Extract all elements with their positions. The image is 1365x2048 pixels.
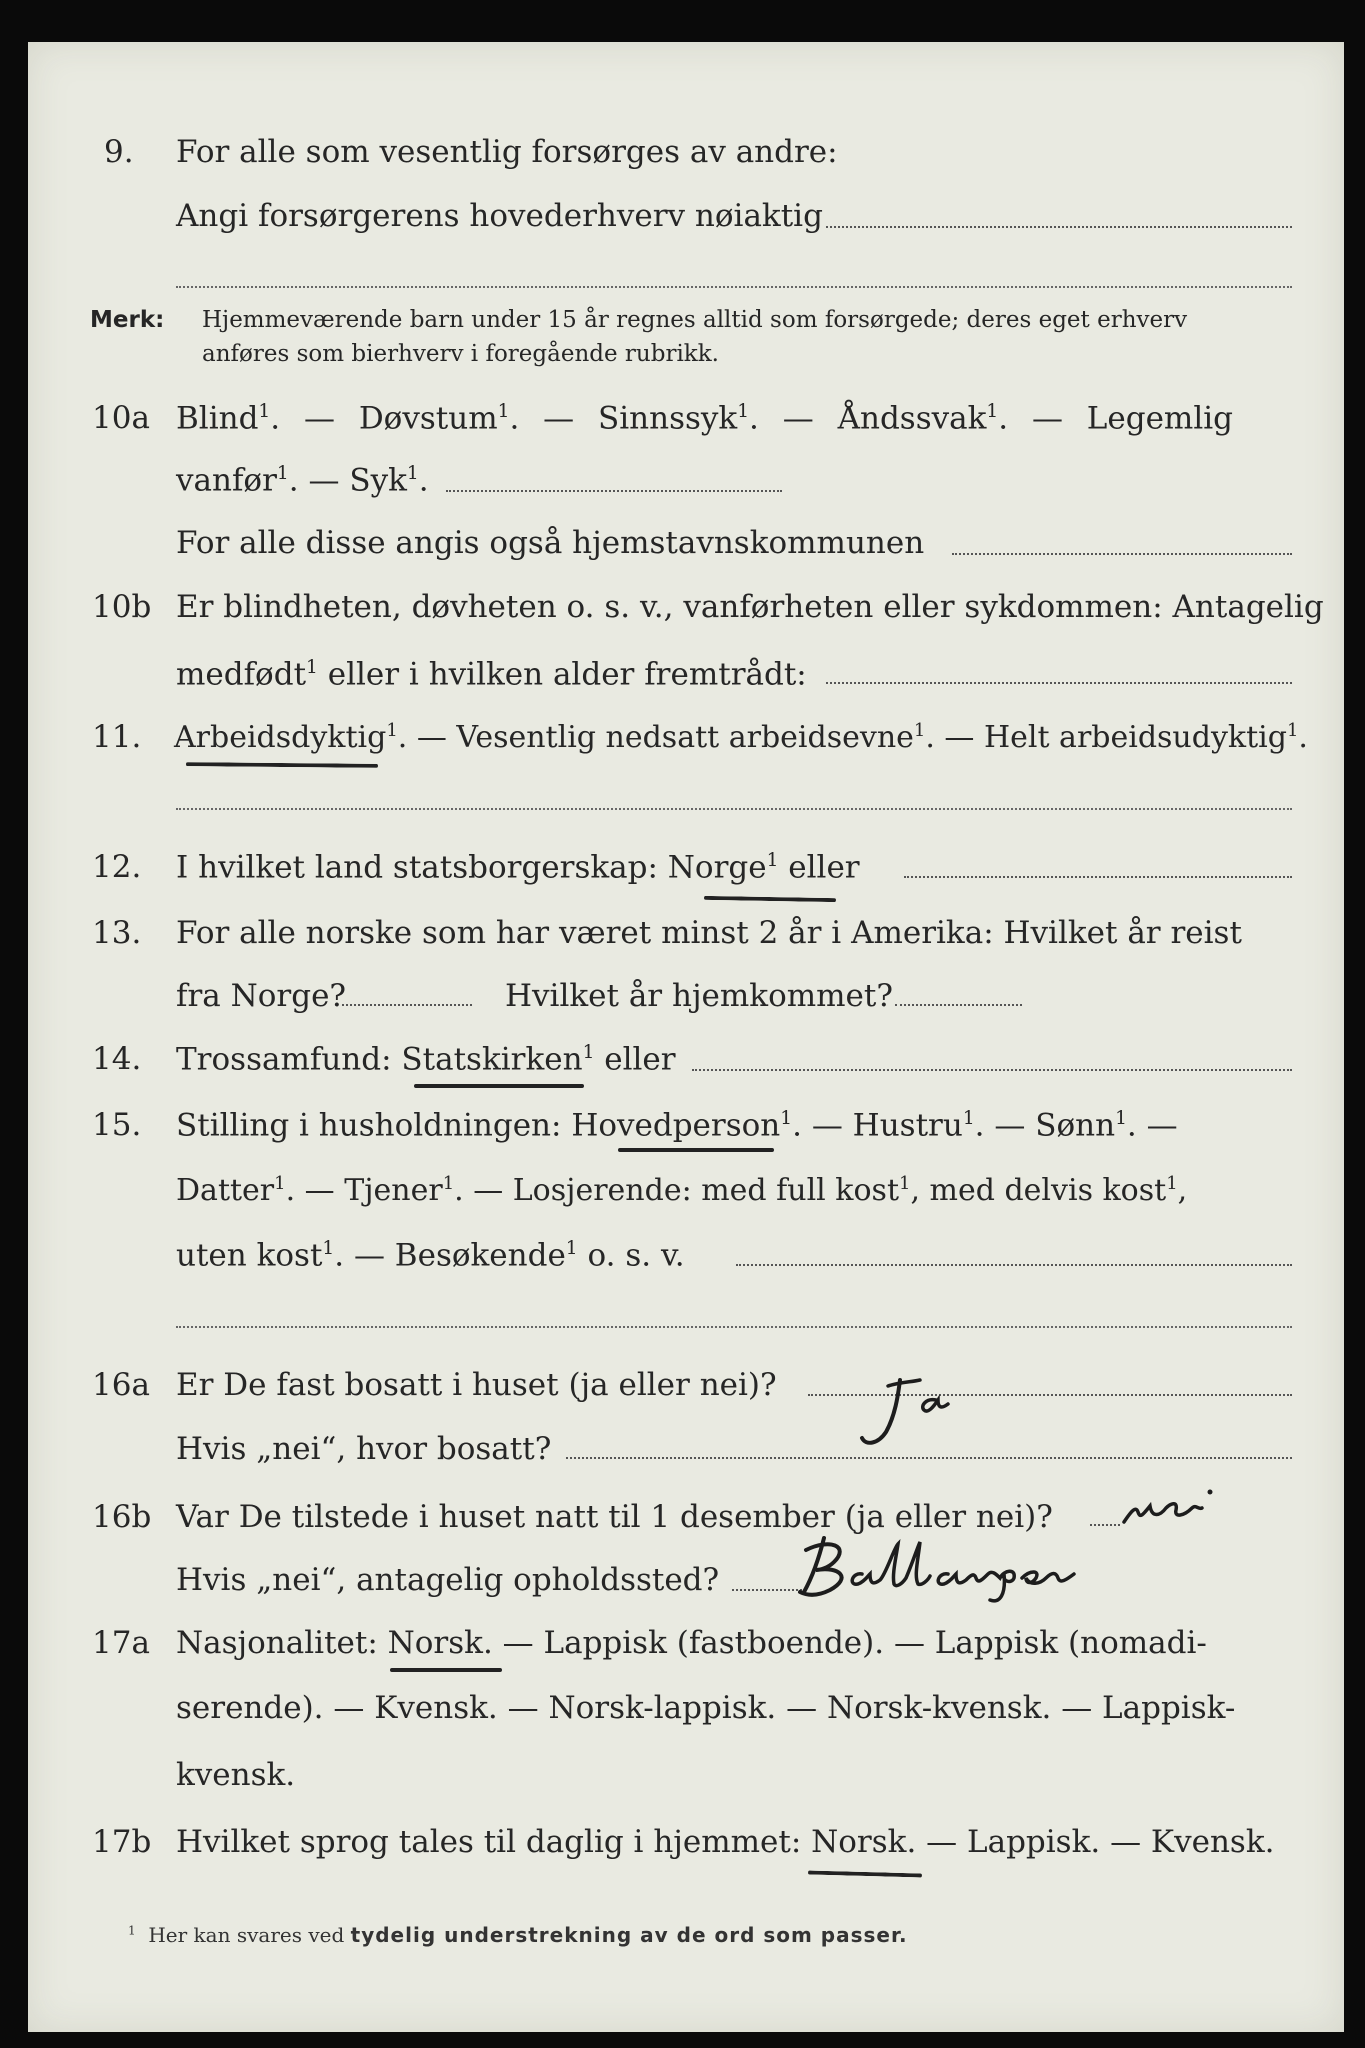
question-text: Nasjonalitet: Norsk. — Lappisk (fastboende). — Lappisk (nomadi-	[176, 1625, 1207, 1661]
answer-field[interactable]	[176, 1326, 1292, 1328]
question-text: For alle norske som har været minst 2 år i Amerika: Hvilket år reist	[176, 915, 1242, 951]
item-number: 11.	[92, 719, 142, 755]
answer-field[interactable]	[952, 553, 1292, 555]
handwritten-answer	[790, 1534, 1170, 1608]
question-text: Hvis „nei“, antagelig opholdssted?	[176, 1562, 720, 1598]
question-text: Hvilket sprog tales til daglig i hjemmet: Norsk. — Lappisk. — Kvensk.	[176, 1824, 1275, 1860]
handwritten-underline	[414, 1084, 584, 1088]
item-number: 16a	[92, 1367, 150, 1403]
answer-field[interactable]	[895, 1004, 1022, 1006]
question-text: For alle som vesentlig forsørges av andre:	[176, 134, 838, 170]
note-text: anføres som bierhverv i foregående rubrikk.	[202, 341, 719, 367]
question-text: Arbeidsdyktig$^1$. — Vesentlig nedsatt arbeidsevne$^1$. — Helt arbeidsudyktig$^1$.	[174, 720, 1308, 755]
question-text: fra Norge?	[176, 978, 347, 1014]
item-number: 10b	[92, 589, 152, 625]
question-text: serende). — Kvensk. — Norsk-lappisk. — Norsk-kvensk. — Lappisk-	[176, 1690, 1236, 1726]
question-text: Datter$^1$. — Tjener$^1$. — Losjerende: med full kost$^1$, med delvis kost$^1$,	[176, 1173, 1188, 1208]
note-label: Merk:	[90, 307, 165, 333]
question-text: Er blindheten, døvheten o. s. v., vanførheten eller sykdommen: Antagelig	[176, 589, 1324, 625]
footnote: $^1$ Her kan svares ved tydelig understrekning av de ord som passer.	[128, 1923, 908, 1947]
item-number: 16b	[92, 1499, 152, 1535]
answer-field[interactable]	[826, 682, 1292, 684]
question-text: I hvilket land statsborgerskap: Norge$^1$ eller	[176, 849, 860, 886]
item-number: 12.	[92, 849, 142, 885]
item-number: 14.	[92, 1041, 142, 1077]
answer-field[interactable]	[826, 226, 1292, 228]
item-number: 15.	[92, 1107, 142, 1143]
question-text: Blind$^1$. — Døvstum$^1$. — Sinnssyk$^1$. — Åndssvak$^1$. — Legemlig	[176, 400, 1234, 437]
item-number: 9.	[104, 134, 134, 170]
handwritten-underline	[618, 1148, 774, 1152]
question-text: medfødt$^1$ eller i hvilken alder fremtrådt:	[176, 656, 807, 693]
handwritten-answer	[840, 1376, 980, 1456]
question-text: Angi forsørgerens hovederhverv nøiaktig	[176, 198, 823, 234]
handwritten-underline	[390, 1668, 502, 1672]
question-text: Trossamfund: Statskirken$^1$ eller	[176, 1041, 676, 1078]
answer-field[interactable]	[692, 1069, 1292, 1071]
answer-field[interactable]	[904, 876, 1292, 878]
answer-field[interactable]	[1090, 1524, 1120, 1526]
item-number: 17b	[92, 1824, 152, 1860]
handwritten-answer	[1120, 1482, 1260, 1536]
item-number: 10a	[92, 400, 150, 436]
answer-field[interactable]	[446, 490, 782, 492]
answer-field[interactable]	[342, 1004, 472, 1006]
item-number: 13.	[92, 915, 142, 951]
question-text: Stilling i husholdningen: Hovedperson$^1$. — Hustru$^1$. — Sønn$^1$. —	[176, 1107, 1178, 1144]
answer-field[interactable]	[176, 808, 1292, 810]
question-text: kvensk.	[176, 1757, 296, 1793]
item-number: 17a	[92, 1625, 150, 1661]
note-text: Hjemmeværende barn under 15 år regnes alltid som forsørgede; deres eget erhverv	[202, 307, 1188, 333]
question-text: uten kost$^1$. — Besøkende$^1$ o. s. v.	[176, 1237, 685, 1274]
answer-field[interactable]	[566, 1457, 1292, 1459]
question-text: Er De fast bosatt i huset (ja eller nei)?	[176, 1367, 777, 1403]
question-text: For alle disse angis også hjemstavnskommunen	[176, 525, 925, 561]
question-text: Hvilket år hjemkommet?	[505, 978, 893, 1014]
question-text: Var De tilstede i huset natt til 1 desember (ja eller nei)?	[176, 1499, 1053, 1535]
answer-field[interactable]	[736, 1264, 1292, 1266]
answer-field[interactable]	[176, 286, 1292, 288]
question-text: Hvis „nei“, hvor bosatt?	[176, 1431, 552, 1467]
question-text: vanfør$^1$. — Syk$^1$.	[176, 462, 429, 499]
